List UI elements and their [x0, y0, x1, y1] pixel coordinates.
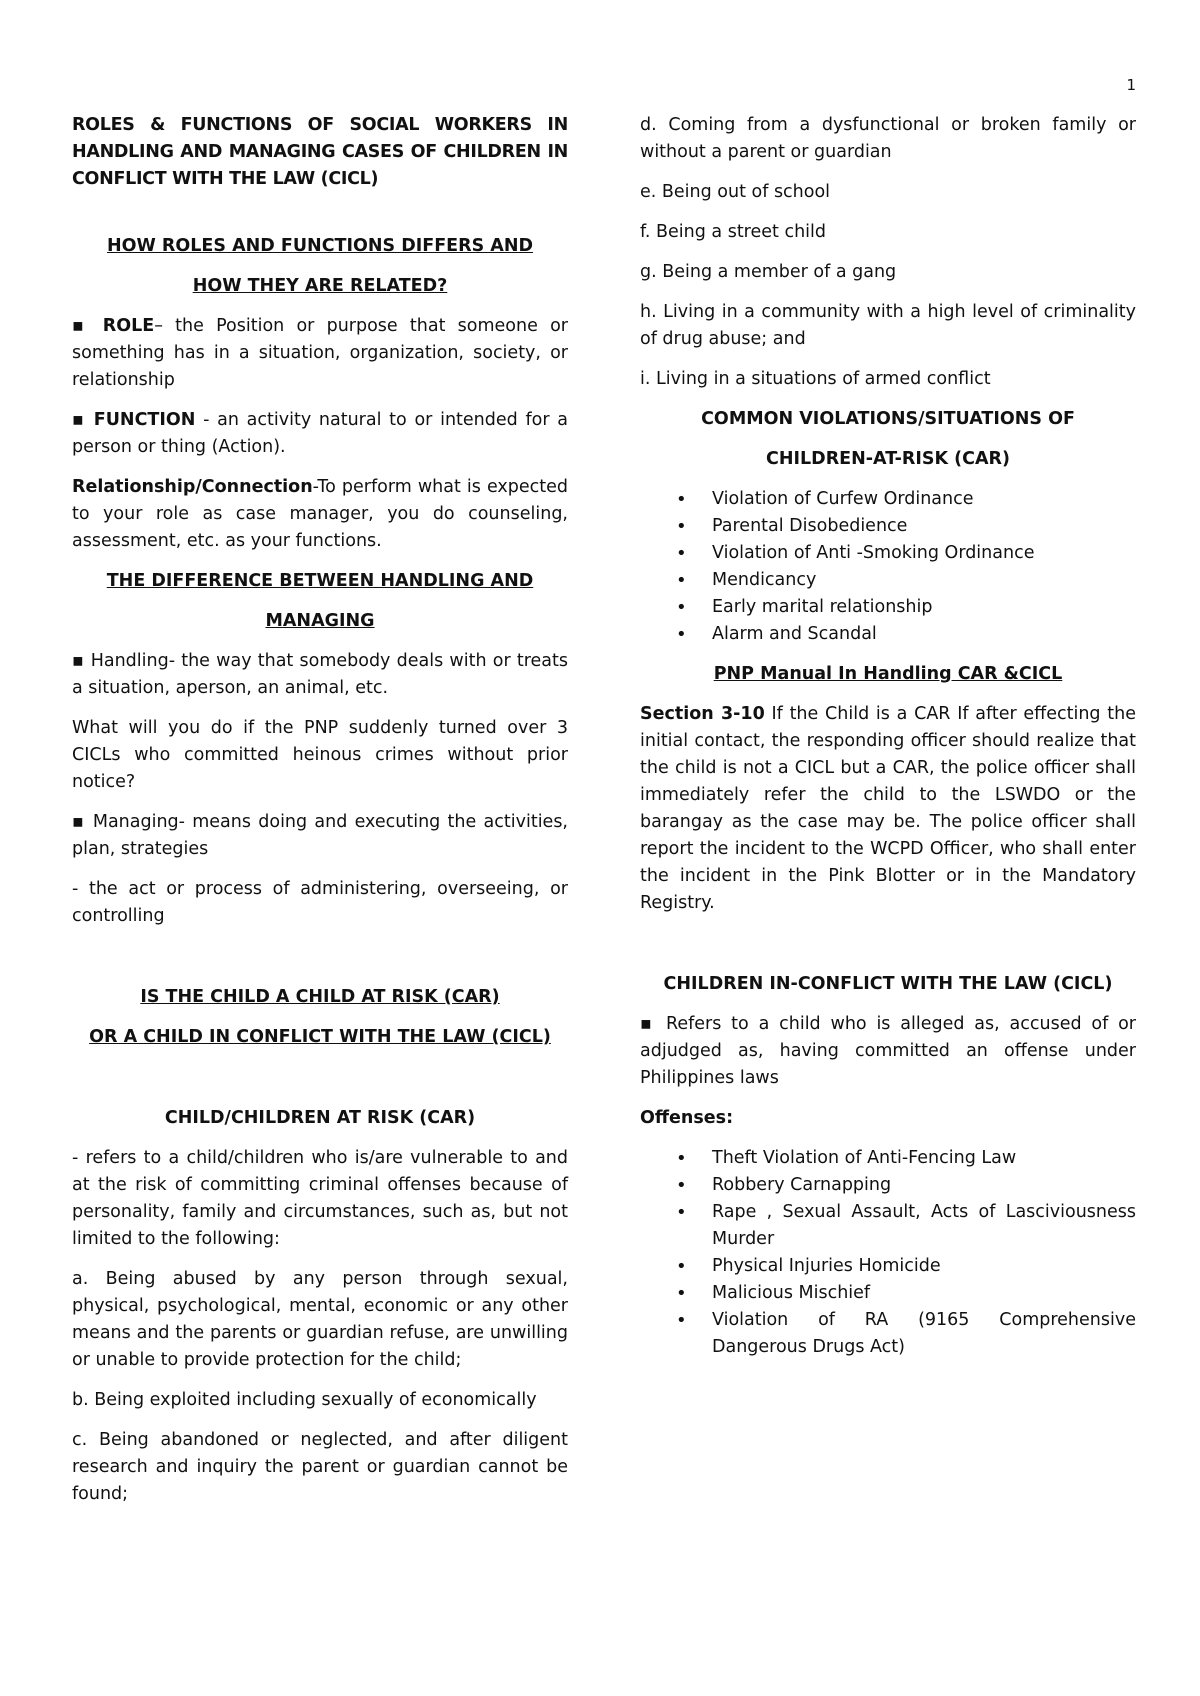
relationship-term: Relationship/Connection — [72, 477, 313, 497]
car-item-a: a. Being abused by any person through sexual, physical, psychological, mental, economic or any other means and the parents or guardian refuse, are unwilling or unable to provide protection for the child; — [72, 1269, 568, 1370]
list-item: • Rape , Sexual Assault, Acts of Lasciviousness Murder — [640, 1199, 1136, 1253]
list-item: • Physical Injuries Homicide — [640, 1253, 1136, 1280]
role-def-text: – the Position or purpose that someone or something has in a situation, organization, society, or relationship — [72, 316, 568, 390]
section-3-10-paragraph — [640, 701, 1136, 917]
difference-heading-line-2: MANAGING — [265, 611, 375, 631]
section-text: If the Child is a CAR If after effecting the initial contact, the responding officer should realize that the child is not a CICL but a CAR, the police officer shall immediately refer the child to the LSWDO or the barangay as the case may be. The police officer shall report the incident to the WCPD Officer, who shall enter the incident in the Pink Blotter or in the Mandatory Registry. — [640, 704, 1136, 913]
car-item-g: g. Being a member of a gang — [640, 262, 897, 282]
violations-heading-line-1: COMMON VIOLATIONS/SITUATIONS OF — [701, 409, 1075, 429]
car-item-e: e. Being out of school — [640, 182, 831, 202]
list-item: • Theft Violation of Anti-Fencing Law — [640, 1145, 1136, 1172]
violations-heading-line-2: CHILDREN-AT-RISK (CAR) — [766, 449, 1010, 469]
managing-definition-2: - the act or process of administering, overseeing, or controlling — [72, 879, 568, 926]
document-title: ROLES & FUNCTIONS OF SOCIAL WORKERS IN HANDLING AND MANAGING CASES OF CHILDREN IN CONFLICT WITH THE LAW (CICL) — [72, 115, 568, 189]
role-term: ROLE — [102, 316, 155, 336]
car-question-line-2: OR A CHILD IN CONFLICT WITH THE LAW (CICL) — [89, 1027, 551, 1047]
violations-list — [640, 486, 1136, 648]
role-definition — [72, 313, 568, 394]
function-def-text: - an activity natural to or intended for a person or thing (Action). — [72, 410, 568, 457]
list-item: • Parental Disobedience — [640, 513, 1136, 540]
offenses-label: Offenses: — [640, 1108, 734, 1128]
car-item-i: i. Living in a situations of armed conflict — [640, 369, 991, 389]
pnp-question: What will you do if the PNP suddenly turned over 3 CICLs who committed heinous crimes without prior notice? — [72, 718, 568, 792]
difference-heading-line-1: THE DIFFERENCE BETWEEN HANDLING AND — [106, 571, 534, 591]
car-item-c: c. Being abandoned or neglected, and after diligent research and inquiry the parent or guardian cannot be found; — [72, 1430, 568, 1504]
role-bullet: ▪ — [72, 316, 91, 336]
page-number: 1 — [1126, 76, 1136, 94]
handling-definition: ▪ Handling- the way that somebody deals with or treats a situation, aperson, an animal, etc. — [72, 651, 568, 698]
roles-functions-heading-line-1: HOW ROLES AND FUNCTIONS DIFFERS AND — [107, 236, 533, 256]
list-item: • Violation of RA (9165 Comprehensive Dangerous Drugs Act) — [640, 1307, 1136, 1361]
roles-functions-heading-line-2: HOW THEY ARE RELATED? — [192, 276, 448, 296]
car-heading: CHILD/CHILDREN AT RISK (CAR) — [164, 1108, 476, 1128]
left-column — [72, 112, 568, 1508]
car-item-h: h. Living in a community with a high level of criminality of drug abuse; and — [640, 302, 1136, 349]
function-bullet: ▪ — [72, 410, 87, 430]
list-item: • Early marital relationship — [640, 594, 1136, 621]
car-question-line-1: IS THE CHILD A CHILD AT RISK (CAR) — [140, 987, 500, 1007]
list-item: • Robbery Carnapping — [640, 1172, 1136, 1199]
list-item: • Alarm and Scandal — [640, 621, 1136, 648]
cicl-heading: CHILDREN IN-CONFLICT WITH THE LAW (CICL) — [663, 974, 1113, 994]
offenses-list — [640, 1145, 1136, 1361]
function-term: FUNCTION — [93, 410, 196, 430]
cicl-definition: ▪ Refers to a child who is alleged as, accused of or adjudged as, having committed an offense under Philippines laws — [640, 1014, 1136, 1088]
managing-definition: ▪ Managing- means doing and executing the activities, plan, strategies — [72, 812, 568, 859]
relationship-definition — [72, 474, 568, 555]
function-definition — [72, 407, 568, 461]
car-item-d: d. Coming from a dysfunctional or broken family or without a parent or guardian — [640, 115, 1136, 162]
right-column — [640, 112, 1136, 1361]
car-item-b: b. Being exploited including sexually of economically — [72, 1390, 537, 1410]
section-label: Section 3-10 — [640, 704, 765, 724]
car-definition: - refers to a child/children who is/are vulnerable to and at the risk of committing criminal offenses because of personality, family and circumstances, such as, but not limited to the following: — [72, 1148, 568, 1249]
relationship-def-text: -To perform what is expected to your role as case manager, you do counseling, assessment, etc. as your functions. — [72, 477, 568, 551]
list-item: • Violation of Curfew Ordinance — [640, 486, 1136, 513]
list-item: • Violation of Anti -Smoking Ordinance — [640, 540, 1136, 567]
list-item: • Malicious Mischief — [640, 1280, 1136, 1307]
pnp-manual-heading: PNP Manual In Handling CAR &CICL — [713, 664, 1063, 684]
list-item: • Mendicancy — [640, 567, 1136, 594]
car-item-f: f. Being a street child — [640, 222, 826, 242]
